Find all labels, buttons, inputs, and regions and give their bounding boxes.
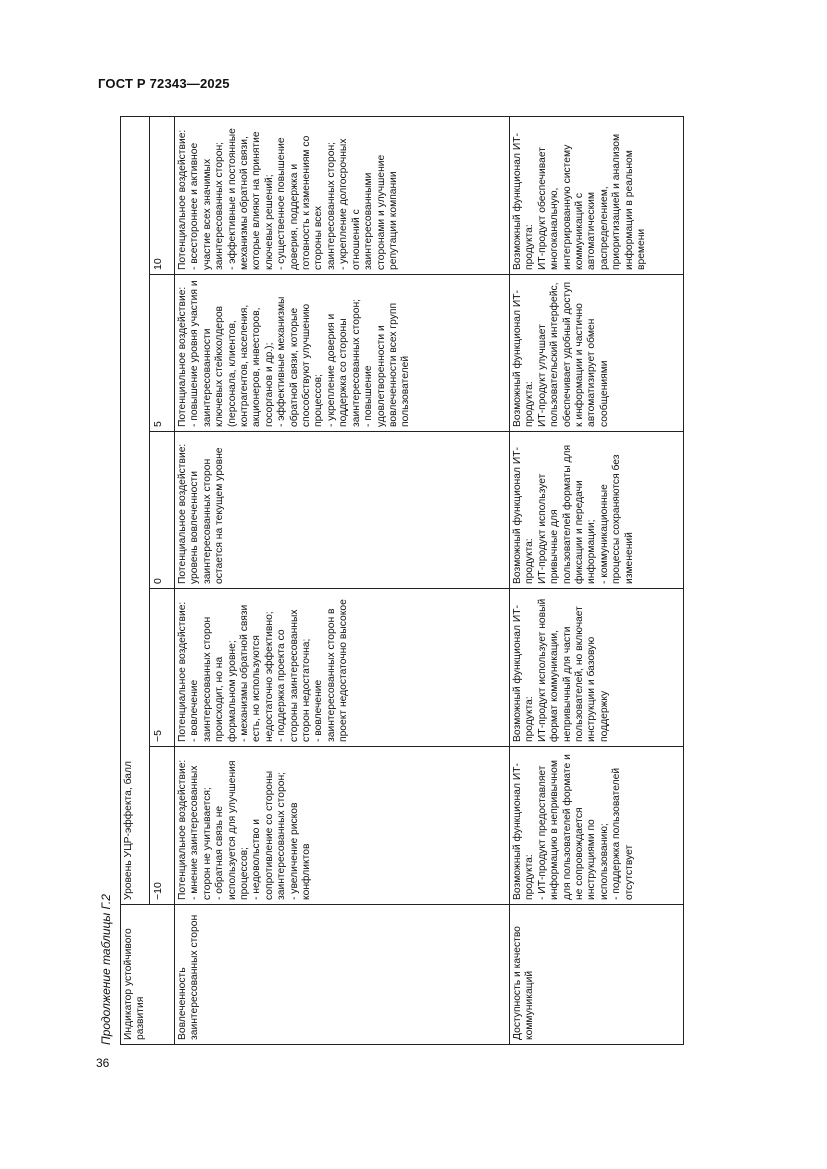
- table-caption: Продолжение таблицы Г.2: [99, 894, 113, 1045]
- score-header: −10: [150, 747, 175, 905]
- cell-text-line: Возможный функционал ИТ-продукта:: [512, 133, 536, 270]
- indicator-cell: Вовлеченность заинтересованных сторон: [175, 905, 510, 1045]
- effect-cell: [175, 747, 510, 905]
- cell-text-line: Возможный функционал ИТ-продукта:: [512, 447, 536, 584]
- cell-text-line: - существенное повышение доверия, поддержка и готовность к изменениям со стороны всех заинтересованных сторон;: [276, 135, 337, 270]
- indicator-column-header: Индикатор устойчивого развития: [121, 905, 175, 1045]
- indicator-table: [120, 116, 684, 1045]
- cell-text-line: - вовлечение заинтересованных сторон происходит, но на формальном уровне;: [189, 616, 238, 742]
- effect-cell: [510, 432, 684, 589]
- cell-text-line: Возможный функционал ИТ-продукта:: [512, 763, 536, 900]
- table-row: [175, 116, 510, 1044]
- cell-text-line: Возможный функционал ИТ-продукта:: [512, 605, 536, 742]
- table-row: [510, 116, 684, 1044]
- cell-text-line: - повышение удовлетворенности и вовлеченности всех групп пользователей: [363, 302, 412, 427]
- effect-cell: [175, 275, 510, 432]
- cell-text-line: - поддержка проекта со стороны заинтересованных сторон недостаточна;: [276, 609, 313, 742]
- cell-text-line: Потенциальное воздействие:: [177, 286, 188, 427]
- cell-text-line: - эффективные и постоянные механизмы обратной связи, которые влияют на принятие ключевых решений;: [226, 128, 275, 270]
- cell-text-line: Возможный функционал ИТ-продукта:: [512, 290, 536, 427]
- cell-text-line: Потенциальное воздействие:: [177, 443, 188, 584]
- cell-text-line: ИТ-продукт улучшает пользовательский интерфейс, обеспечивает удобный доступ к информации и частично автоматизирует обмен сообщениями: [536, 281, 610, 427]
- cell-text-line: уровень вовлеченности заинтересованных сторон остается на текущем уровне: [189, 447, 226, 584]
- effect-cell: [510, 116, 684, 274]
- rotated-table-wrapper: [120, 117, 683, 1045]
- cell-text-line: - всестороннее и активное участие всех значимых заинтересованных сторон;: [189, 142, 226, 270]
- cell-text-line: - вовлечение заинтересованных сторон в проект недостаточно высокое: [313, 599, 350, 742]
- page-number: 36: [96, 1056, 110, 1070]
- cell-text-line: - увеличение рисков конфликтов: [288, 802, 313, 900]
- effect-cell: [175, 116, 510, 274]
- cell-text-line: Потенциальное воздействие:: [177, 129, 188, 270]
- cell-text-line: - мнение заинтересованных сторон не учитывается;: [189, 765, 213, 900]
- cell-text-line: Потенциальное воздействие:: [177, 601, 188, 742]
- cell-text-line: - ИТ-продукт предоставляет информацию в непривычном для пользователей формате и не сопровождается инструкциями по использованию;: [536, 754, 610, 900]
- effect-level-header: Уровень УЦР-эффекта, балл: [121, 116, 150, 904]
- cell-text-line: ИТ-продукт использует привычные для пользователей форматы для фиксации и передачи информации;: [536, 444, 598, 584]
- cell-text-line: - обратная связь не используется для улучшения процессов;: [214, 760, 251, 900]
- cell-text-line: - механизмы обратной связи есть, но используются недостаточно эффективно;: [239, 604, 275, 742]
- score-header: −5: [150, 589, 175, 747]
- cell-text-line: - укрепление долгосрочных отношений с заинтересованными сторонами и улучшение репутации компании: [338, 138, 399, 270]
- score-header: 10: [150, 116, 175, 274]
- indicator-cell: Доступность и качество коммуникаций: [510, 905, 684, 1045]
- cell-text-line: - эффективные механизмы обратной связи, которые способствуют улучшению процессов;: [276, 296, 325, 427]
- cell-text-line: - недовольство и сопротивление со стороны заинтересованных сторон;: [251, 770, 288, 900]
- cell-text-line: - укрепление доверия и поддержка со стороны заинтересованных сторон;: [325, 299, 362, 427]
- score-header: 0: [150, 432, 175, 589]
- effect-cell: [175, 432, 510, 589]
- score-header: 5: [150, 275, 175, 432]
- effect-cell: [175, 589, 510, 747]
- effect-cell: [510, 589, 684, 747]
- document-header: ГОСТ Р 72343—2025: [98, 76, 230, 91]
- cell-text-line: ИТ-продукт обеспечивает многоканальную, интегрированную систему коммуникаций с автоматическим распределением, приоритизацией и анализом информации в реальном времени: [536, 133, 648, 270]
- effect-cell: [510, 747, 684, 905]
- effect-cell: [510, 275, 684, 432]
- cell-text-line: - поддержка пользователей отсутствует: [611, 767, 635, 900]
- cell-text-line: ИТ-продукт использует новый формат коммуникации, непривычный для части пользователей, но включает инструкции и базовую поддержку: [536, 598, 610, 742]
- cell-text-line: Потенциальное воздействие:: [177, 759, 188, 900]
- cell-text-line: - повышение уровня участия и заинтересованности ключевых стейкхолдеров (персонала, клиентов, контрагентов, населения, акционеров, инвесторов, госорганов и др.);: [189, 280, 275, 427]
- cell-text-line: - коммуникационные процессы сохраняются без изменений: [598, 454, 635, 584]
